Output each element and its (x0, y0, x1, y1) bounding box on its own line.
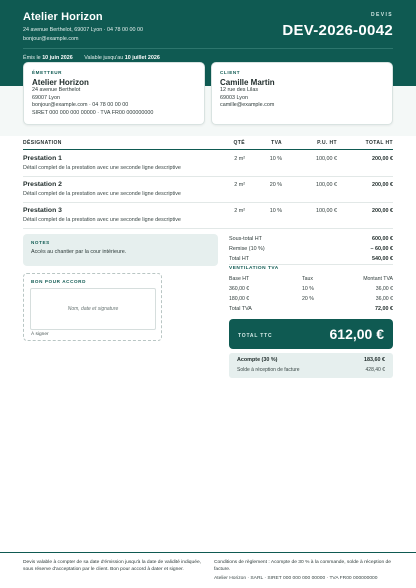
notes-text: Accès au chantier par la cour intérieure. (31, 249, 127, 255)
total-ttc-box (229, 319, 393, 349)
client-street: 12 rue des Lilas (220, 87, 259, 93)
issuer-card (23, 62, 205, 125)
item-description: Détail complet de la prestation avec une seconde ligne descriptive (23, 217, 181, 223)
client-card (211, 62, 393, 125)
signature-field[interactable] (30, 288, 156, 330)
balance-row (237, 367, 385, 373)
header-divider (23, 48, 393, 49)
signature-placeholder: Nom, date et signature (67, 306, 119, 312)
item-unit-price: 100,00 € (316, 156, 337, 162)
item-quantity: 2 m² (234, 182, 245, 188)
vat-row (229, 286, 393, 295)
table-row (23, 203, 393, 229)
total-ht-value: 540,00 € (372, 256, 393, 262)
item-unit-price: 100,00 € (316, 208, 337, 214)
item-description: Détail complet de la prestation avec une seconde ligne descriptive (23, 191, 181, 197)
footer-divider (0, 552, 416, 553)
client-city: 69003 Lyon (220, 94, 248, 101)
deposit-box (229, 353, 393, 378)
total-ht-label: Total HT (229, 256, 250, 262)
total-vat-value: 72,00 € (375, 306, 393, 312)
issuer-contact: bonjour@example.com · 04 78 00 00 00 (32, 102, 129, 109)
item-title: Prestation 3 (23, 207, 62, 214)
col-unit-price: P.U. HT (317, 140, 337, 146)
issuer-street: 24 avenue Berthelot (32, 87, 81, 93)
company-name: Atelier Horizon (23, 11, 103, 23)
discount-value: – 60,00 € (370, 246, 393, 252)
balance-value: 428,40 € (365, 367, 385, 373)
item-quantity: 2 m² (234, 208, 245, 214)
deposit-row (237, 357, 385, 363)
col-total: TOTAL HT (365, 140, 393, 146)
vat-amount: 36,00 € (375, 296, 393, 302)
item-tva: 10 % (269, 208, 282, 214)
company-email: bonjour@example.com (23, 36, 79, 42)
vat-header-row (229, 276, 393, 285)
subtotal-row (229, 236, 393, 245)
valid-label: Valable jusqu'au (84, 55, 124, 61)
vat-base: 360,00 € (229, 286, 250, 292)
table-row (23, 177, 393, 203)
table-row (23, 151, 393, 177)
vat-col-rate: Taux (302, 276, 313, 282)
vat-base: 180,00 € (229, 296, 250, 302)
summary-divider (229, 264, 393, 265)
item-total: 200,00 € (372, 182, 393, 188)
issuer-label: ÉMETTEUR (32, 70, 63, 75)
item-unit-price: 100,00 € (316, 182, 337, 188)
signature-label: BON POUR ACCORD (31, 279, 87, 284)
item-title: Prestation 1 (23, 155, 62, 162)
item-tva: 20 % (269, 182, 282, 188)
issuer-name: Atelier Horizon (32, 78, 89, 87)
footer-payment-terms: Conditions de règlement : Acompte de 30 % à la commande, solde à réception de facture. (214, 560, 391, 572)
issued-date: 10 juin 2026 (42, 55, 73, 61)
signature-block (23, 273, 162, 341)
deposit-label: Acompte (30 %) (237, 357, 278, 363)
sign-label: À signer (31, 332, 49, 337)
total-vat-label: Total TVA (229, 306, 252, 312)
item-quantity: 2 m² (234, 156, 245, 162)
client-email: camille@example.com (220, 102, 275, 109)
client-name: Camille Martin (220, 78, 275, 87)
discount-label: Remise (10 %) (229, 246, 265, 252)
subtotal-label: Sous-total HT (229, 236, 262, 242)
footer-legal: Atelier Horizon · SARL · SIRET 000 000 000 00000 · TVA FR00 000000000 (214, 576, 378, 581)
discount-row (229, 246, 393, 255)
vat-row (229, 296, 393, 305)
item-tva: 10 % (269, 156, 282, 162)
valid-date: 10 juillet 2026 (124, 55, 160, 61)
balance-label: Solde à réception de facture (237, 367, 300, 373)
issuer-ids: SIRET 000 000 000 00000 · TVA FR00 000000000 (32, 109, 154, 116)
item-description: Détail complet de la prestation avec une seconde ligne descriptive (23, 165, 181, 171)
deposit-value: 183,60 € (364, 357, 385, 363)
vat-col-base: Base HT (229, 276, 250, 282)
footer-validity-text: Devis valable à compter de sa date d'émission jusqu'à la date de validité indiquée, sous réserve d'acceptation par le client. Bon pour accord à dater et signer. (23, 560, 202, 572)
col-quantity: QTÉ (233, 140, 245, 146)
vat-amount: 36,00 € (375, 286, 393, 292)
company-address: 24 avenue Berthelot, 69007 Lyon · 04 78 00 00 00 (23, 27, 143, 33)
items-table-header (23, 137, 393, 150)
total-vat-row (229, 306, 393, 315)
notes-box (23, 234, 218, 266)
footer-terms (214, 559, 394, 582)
vat-breakdown-title: VENTILATION TVA (229, 266, 279, 271)
vat-rate: 20 % (302, 296, 314, 302)
total-ttc-value: 612,00 € (329, 326, 384, 342)
notes-label: NOTES (31, 240, 50, 245)
item-title: Prestation 2 (23, 181, 62, 188)
item-total: 200,00 € (372, 156, 393, 162)
document-number: DEV-2026-0042 (282, 22, 393, 39)
col-tva: TVA (271, 140, 282, 146)
total-ttc-label: TOTAL TTC (238, 333, 273, 339)
issued-label: Émis le (23, 55, 41, 61)
vat-col-amount: Montant TVA (363, 276, 393, 282)
vat-rate: 10 % (302, 286, 314, 292)
issuer-city: 69007 Lyon (32, 94, 60, 101)
document-dates (23, 55, 160, 61)
client-label: CLIENT (220, 70, 241, 75)
subtotal-value: 600,00 € (372, 236, 393, 242)
item-total: 200,00 € (372, 208, 393, 214)
col-designation: DÉSIGNATION (23, 140, 62, 146)
document-kind: DEVIS (370, 12, 393, 18)
